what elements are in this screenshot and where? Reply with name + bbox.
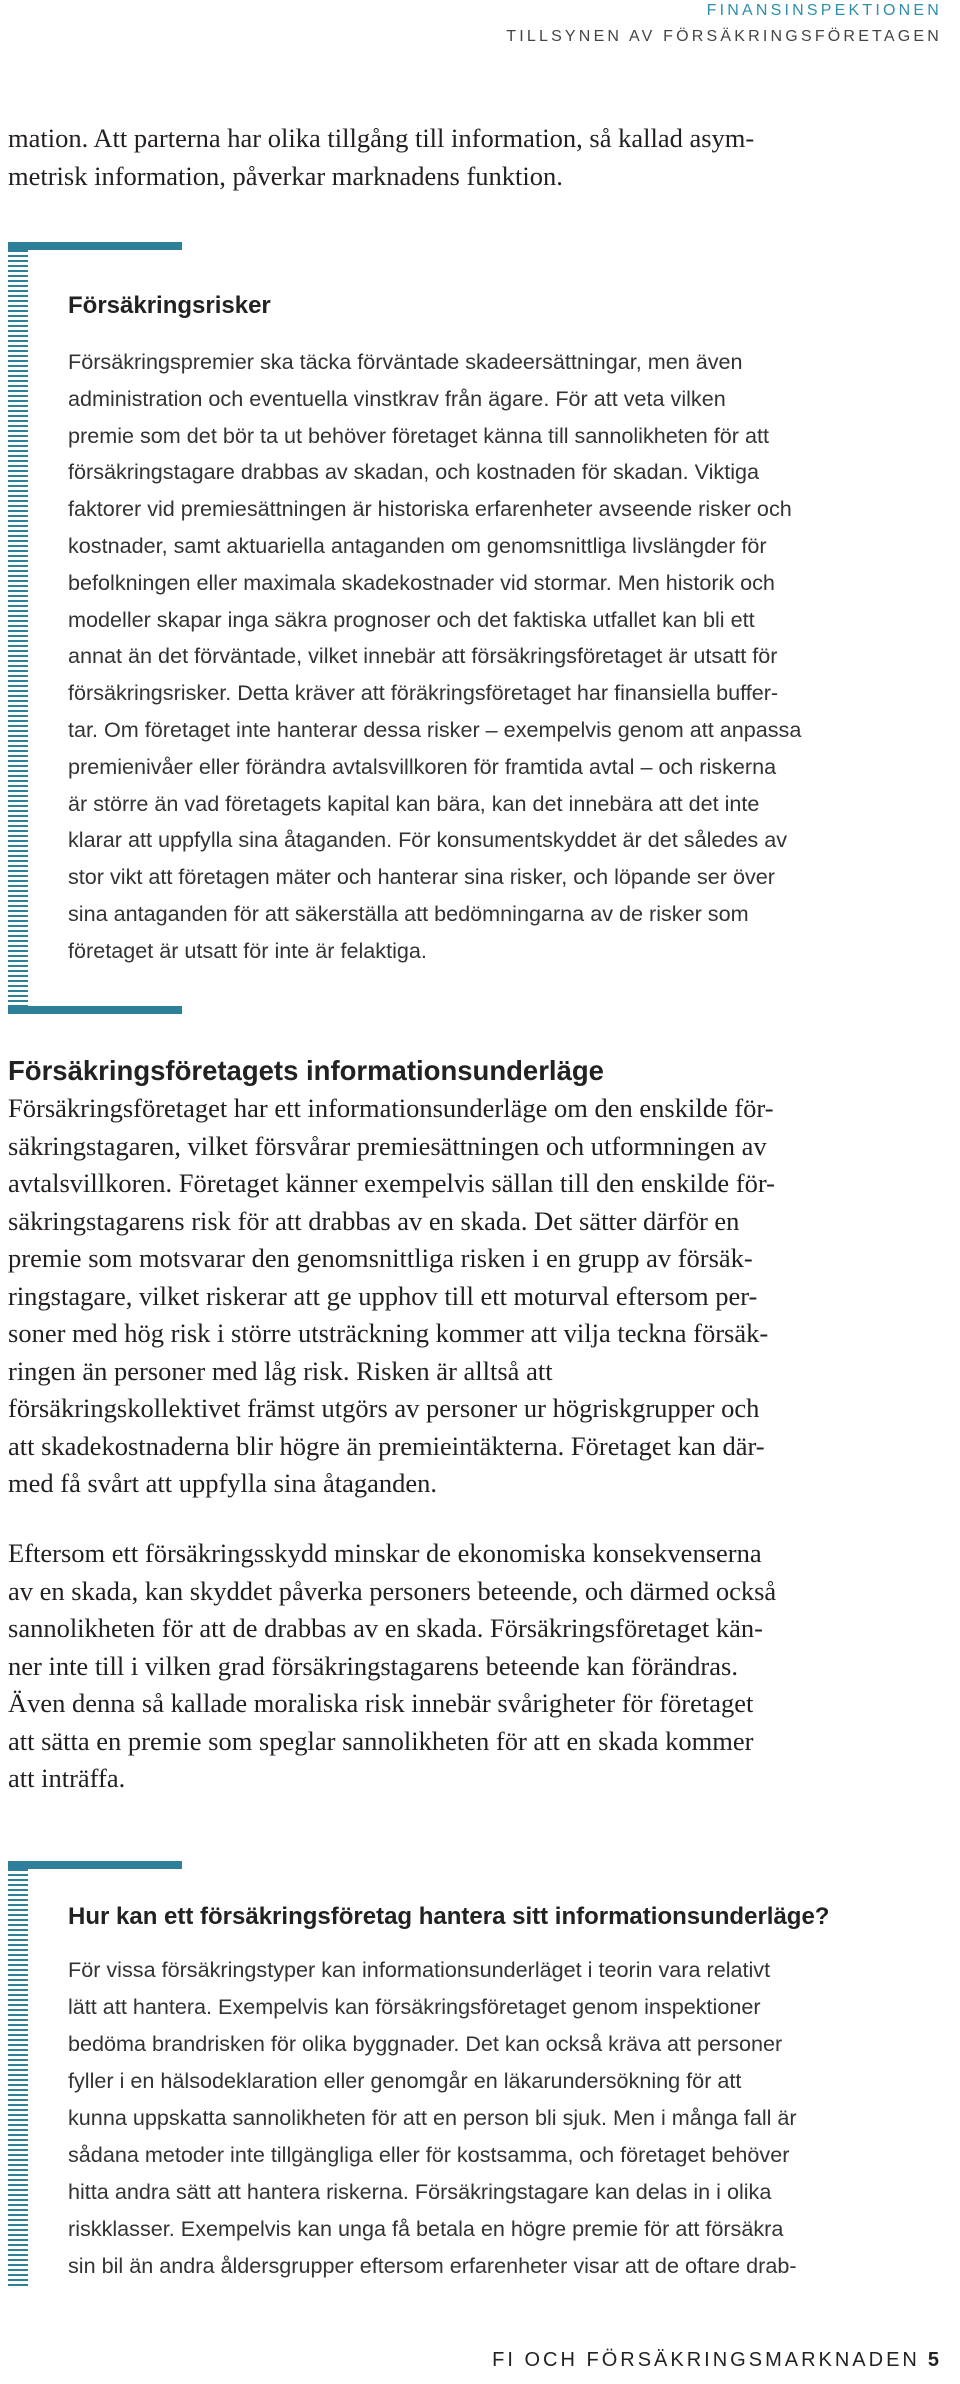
page-number: 5 bbox=[927, 2349, 942, 2371]
text-line: är större än vad företagets kapital kan bära, kan det innebära att det inte bbox=[68, 790, 760, 816]
text-line: kunna uppskatta sannolikheten för att en person bli sjuk. Men i många fall är bbox=[68, 2105, 797, 2130]
text-line: att inträffa. bbox=[8, 1763, 126, 1793]
box-side-rule bbox=[8, 1869, 28, 2289]
text-line: hitta andra sätt att hantera riskerna. Försäkringstagare kan delas in i olika bbox=[68, 2179, 772, 2204]
text-line: företaget är utsatt för inte är felaktiga. bbox=[68, 937, 427, 963]
text-line: administration och eventuella vinstkrav från ägare. För att veta vilken bbox=[68, 385, 726, 411]
text-line: Försäkringsföretaget har ett informationsunderläge om den enskilde för- bbox=[8, 1093, 774, 1123]
text-line: premie som det bör ta ut behöver företaget känna till sannolikheten för att bbox=[68, 422, 770, 448]
text-line: avtalsvillkoren. Företaget känner exempelvis sällan till den enskilde för- bbox=[8, 1168, 775, 1198]
text-line: ringen än personer med låg risk. Risken är alltså att bbox=[8, 1355, 553, 1386]
text-line: metrisk information, påverkar marknadens funktion. bbox=[8, 160, 563, 191]
text-line: sådana metoder inte tillgängliga eller för kostsamma, och företaget behöver bbox=[68, 2142, 790, 2167]
box-body bbox=[68, 1951, 948, 2284]
text-line: försäkringskollektivet främst utgörs av personer ur högriskgrupper och bbox=[8, 1393, 760, 1423]
text-line: ringstagare, vilket riskerar att ge upphov till ett moturval eftersom per- bbox=[8, 1280, 758, 1311]
box-body bbox=[68, 344, 948, 970]
text-line: modeller skapar inga säkra prognoser och det faktiska utfallet kan bli ett bbox=[68, 606, 755, 632]
text-line: För vissa försäkringstyper kan informationsunderläget i teorin vara relativt bbox=[68, 1957, 771, 1982]
text-line: lätt att hantera. Exempelvis kan försäkringsföretaget genom inspektioner bbox=[68, 1994, 761, 2019]
box-side-rule bbox=[8, 250, 28, 1010]
text-line: bedöma brandrisken för olika byggnader. Det kan också kräva att personer bbox=[68, 2031, 783, 2056]
text-line: att skadekostnaderna blir högre än premieintäkterna. Företaget kan där- bbox=[8, 1430, 765, 1461]
text-line: att sätta en premie som speglar sannolikheten för att en skada kommer bbox=[8, 1725, 754, 1756]
text-line: Även denna så kallade moraliska risk innebär svårigheter för företaget bbox=[8, 1688, 754, 1718]
text-line: riskklasser. Exempelvis kan unga få betala en högre premie för att försäkra bbox=[68, 2216, 784, 2241]
section-paragraph-2 bbox=[8, 1535, 938, 1798]
header-organization: FINANSINSPEKTIONEN bbox=[706, 2, 942, 19]
text-line: soner med hög risk i större utsträckning kommer att vilja teckna försäk- bbox=[8, 1318, 769, 1348]
footer-title: FI OCH FÖRSÄKRINGSMARKNADEN bbox=[492, 2349, 920, 2371]
text-line: kostnader, samt aktuariella antaganden om genomsnittliga livslängder för bbox=[68, 532, 767, 558]
box-bottom-bar bbox=[8, 1006, 182, 1014]
box-top-bar bbox=[8, 242, 182, 250]
box-title: Hur kan ett försäkringsföretag hantera sitt informationsunderläge? bbox=[68, 1903, 830, 1930]
text-line: befolkningen eller maximala skadekostnader vid stormar. Men historik och bbox=[68, 569, 775, 595]
text-line: försäkringsrisker. Detta kräver att föräkringsföretaget har finansiella buffer- bbox=[68, 680, 779, 706]
text-line: premie som motsvarar den genomsnittliga risken i en grupp av försäk- bbox=[8, 1243, 753, 1273]
text-line: försäkringstagare drabbas av skadan, och kostnaden för skadan. Viktiga bbox=[68, 459, 760, 485]
text-line: ner inte till i vilken grad försäkringstagarens beteende kan förändras. bbox=[8, 1650, 738, 1681]
text-line: mation. Att parterna har olika tillgång till information, så kallad asym- bbox=[8, 123, 755, 153]
text-line: klarar att uppfylla sina åtaganden. För konsumentskyddet är det således av bbox=[68, 827, 788, 853]
text-line: Eftersom ett försäkringsskydd minskar de ekonomiska konsekvenserna bbox=[8, 1538, 762, 1568]
text-line: stor vikt att företagen mäter och hanterar sina risker, och löpande ser över bbox=[68, 864, 775, 890]
section-heading: Försäkringsföretagets informationsunderläge bbox=[8, 1055, 604, 1086]
text-line: sin bil än andra åldersgrupper eftersom erfarenheter visar att de oftare drab- bbox=[68, 2253, 797, 2278]
text-line: faktorer vid premiesättningen är historiska erfarenheter avseende risker och bbox=[68, 496, 792, 522]
text-line: av en skada, kan skyddet påverka personers beteende, och därmed också bbox=[8, 1575, 777, 1606]
text-line: med få svårt att uppfylla sina åtaganden. bbox=[8, 1468, 437, 1498]
text-line: fyller i en hälsodeklaration eller genomgår en läkarundersökning för att bbox=[68, 2068, 742, 2093]
running-header bbox=[506, 0, 942, 49]
intro-paragraph bbox=[8, 120, 938, 195]
text-line: Försäkringspremier ska täcka förväntade skadeersättningar, men även bbox=[68, 349, 743, 374]
box-title: Försäkringsrisker bbox=[68, 292, 271, 319]
text-line: säkringstagarens risk för att drabbas av en skada. Det sätter därför en bbox=[8, 1205, 740, 1236]
text-line: sina antaganden för att säkerställa att bedömningarna av de risker som bbox=[68, 900, 749, 926]
text-line: annat än det förväntade, vilket innebär att försäkringsföretaget är utsatt för bbox=[68, 643, 778, 669]
text-line: säkringstagaren, vilket försvårar premiesättningen och utformningen av bbox=[8, 1130, 767, 1161]
text-line: tar. Om företaget inte hanterar dessa risker – exempelvis genom att anpassa bbox=[68, 716, 802, 742]
header-subtitle: TILLSYNEN AV FÖRSÄKRINGSFÖRETAGEN bbox=[506, 28, 942, 45]
text-line: premienivåer eller förändra avtalsvillkoren för framtida avtal – och riskerna bbox=[68, 753, 777, 779]
box-top-bar bbox=[8, 1861, 182, 1869]
page-footer bbox=[492, 2349, 942, 2372]
section-paragraph-1 bbox=[8, 1090, 938, 1503]
text-line: sannolikheten för att de drabbas av en skada. Försäkringsföretaget kän- bbox=[8, 1613, 763, 1643]
